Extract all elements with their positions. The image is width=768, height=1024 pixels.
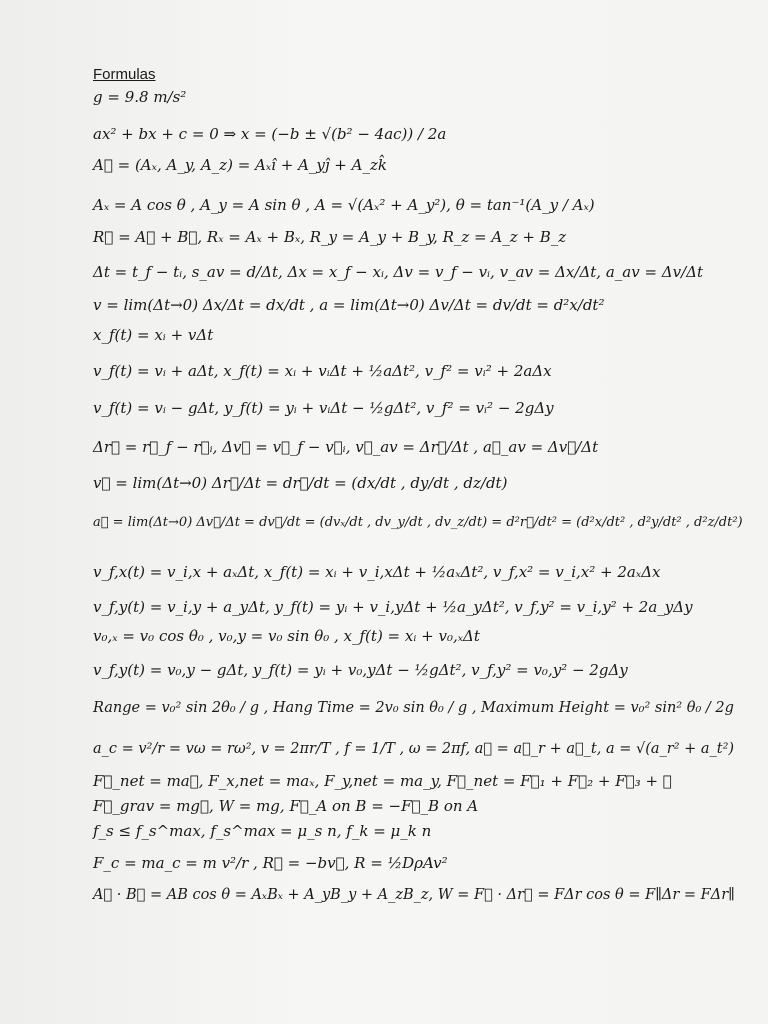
formula-free-fall: v_f(t) = vᵢ − gΔt, y_f(t) = yᵢ + vᵢΔt − ½gΔt², v_f² = vᵢ² − 2gΔy xyxy=(93,399,554,417)
formula-weight-third-law: F⃗_grav = mg⃗, W = mg, F⃗_A on B = −F⃗_B on A xyxy=(93,797,479,815)
formula-vector-sum: R⃗ = A⃗ + B⃗, Rₓ = Aₓ + Bₓ, R_y = A_y + B_y, R_z = A_z + B_z xyxy=(93,228,567,246)
formula-newton-second: F⃗_net = ma⃗, F_x,net = maₓ, F_y,net = ma_y, F⃗_net = F⃗₁ + F⃗₂ + F⃗₃ + ⋯ xyxy=(93,772,672,790)
formula-friction: f_s ≤ f_s^max, f_s^max = μ_s n, f_k = μ_k n xyxy=(93,822,432,840)
formula-projectile-y: v_f,y(t) = v₀,y − gΔt, y_f(t) = yᵢ + v₀,yΔt − ½gΔt², v_f,y² = v₀,y² − 2gΔy xyxy=(93,661,628,679)
formula-kinematics-x: v_f,x(t) = v_i,x + aₓΔt, x_f(t) = xᵢ + v_i,xΔt + ½aₓΔt², v_f,x² = v_i,x² + 2aₓΔx xyxy=(93,563,661,581)
formula-initial-components: v₀,ₓ = v₀ cos θ₀ , v₀,y = v₀ sin θ₀ , x_f(t) = xᵢ + v₀,ₓΔt xyxy=(93,627,480,645)
formula-range-hang-height: Range = v₀² sin 2θ₀ / g , Hang Time = 2v₀ sin θ₀ / g , Maximum Height = v₀² sin² θ₀ / 2g xyxy=(93,700,734,716)
formula-averages: Δt = t_f − tᵢ, s_av = d/Δt, Δx = x_f − xᵢ, Δv = v_f − vᵢ, v_av = Δx/Δt, a_av = Δv/Δt xyxy=(93,263,704,281)
formula-kinematics: v_f(t) = vᵢ + aΔt, x_f(t) = xᵢ + vᵢΔt + ½aΔt², v_f² = vᵢ² + 2aΔx xyxy=(93,362,552,380)
formula-magnitude-angle: Aₓ = A cos θ , A_y = A sin θ , A = √(Aₓ² + A_y²), θ = tan⁻¹(A_y / Aₓ) xyxy=(93,196,595,214)
formula-quadratic: ax² + bx + c = 0 ⇒ x = (−b ± √(b² − 4ac)) / 2a xyxy=(93,125,447,143)
page-title: Formulas xyxy=(93,66,156,83)
formula-centripetal-drag: F_c = ma_c = m v²/r , R⃗ = −bv⃗, R = ½DρAv² xyxy=(93,854,448,872)
formula-position-constant-v: x_f(t) = xᵢ + vΔt xyxy=(93,326,214,344)
formula-gravity: g = 9.8 m/s² xyxy=(93,88,187,106)
formula-circular-motion: a_c = v²/r = vω = rω², v = 2πr/T , f = 1/T , ω = 2πf, a⃗ = a⃗_r + a⃗_t, a = √(a_r² + a_t²) xyxy=(93,741,735,757)
formula-acceleration-vector: a⃗ = lim(Δt→0) Δv⃗/Δt = dv⃗/dt = (dvₓ/dt , dv_y/dt , dv_z/dt) = d²r⃗/dt² = (d²x/dt² , d²y/dt² , d²z/dt²) xyxy=(93,515,743,530)
formula-velocity-vector: v⃗ = lim(Δt→0) Δr⃗/Δt = dr⃗/dt = (dx/dt , dy/dt , dz/dt) xyxy=(93,474,508,492)
formula-displacement-vectors: Δr⃗ = r⃗_f − r⃗ᵢ, Δv⃗ = v⃗_f − v⃗ᵢ, v⃗_av = Δr⃗/Δt , a⃗_av = Δv⃗/Δt xyxy=(93,438,599,456)
formula-instantaneous: v = lim(Δt→0) Δx/Δt = dx/dt , a = lim(Δt→0) Δv/Δt = dv/dt = d²x/dt² xyxy=(93,296,605,314)
formula-vector-components: A⃗ = (Aₓ, A_y, A_z) = Aₓî + A_yĵ + A_zk̂ xyxy=(93,156,387,174)
formula-dot-product-work: A⃗ · B⃗ = AB cos θ = AₓBₓ + A_yB_y + A_zB_z, W = F⃗ · Δr⃗ = FΔr cos θ = F∥Δr = FΔr∥ xyxy=(93,887,735,903)
formula-kinematics-y: v_f,y(t) = v_i,y + a_yΔt, y_f(t) = yᵢ + v_i,yΔt + ½a_yΔt², v_f,y² = v_i,y² + 2a_yΔy xyxy=(93,598,693,616)
